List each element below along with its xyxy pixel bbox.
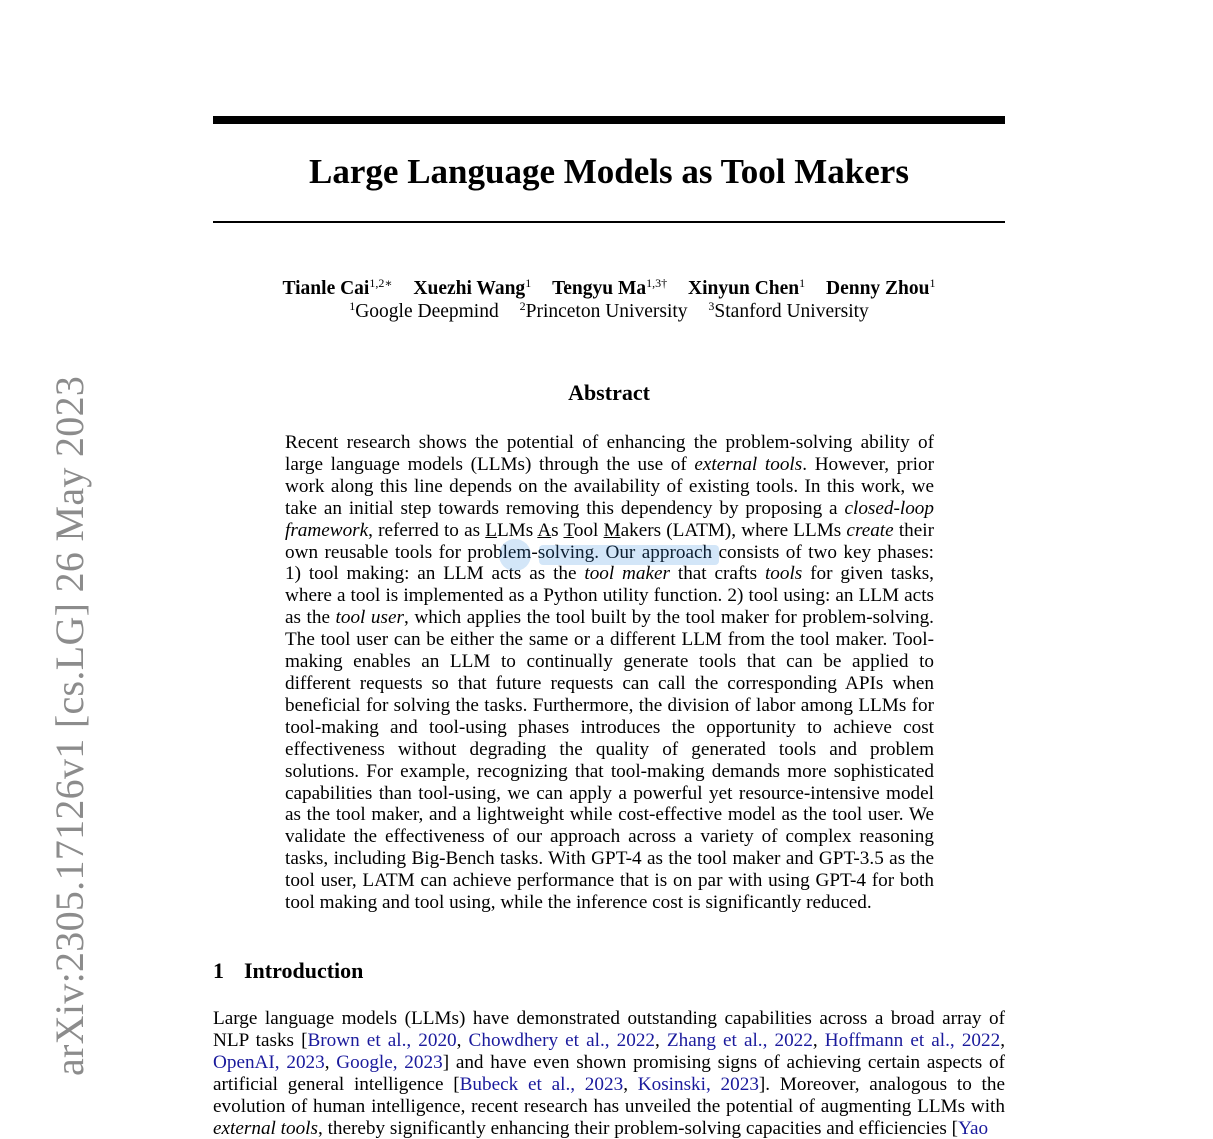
author-list (213, 277, 1005, 301)
arxiv-identifier-stamp: arXiv:2305.17126v1 [cs.LG] 26 May 2023 (47, 375, 92, 1076)
author: Tengyu $Ma^{1,3\dagger}$ (552, 276, 668, 299)
abstract-body: Recent research shows the potential of enhancing the problem-solving ability of large language models (LLMs) through the use of external tools. However, prior work along this line depends on the availability of existing tools. In this work, we take an initial step towards removing this dependency by proposing a closed-loop framework, referred to as LLMs As Tool Makers (LATM), where LLMs create their own reusable tools for problem-solving. Our approach consists of two key phases: 1) tool making: an LLM acts as the tool maker that crafts tools for given tasks, where a tool is implemented as a Python utility function. 2) tool using: an LLM acts as the tool user, which applies the tool built by the tool maker for problem-solving. The tool user can be either the same or a different LLM from the tool maker. Tool-making enables an LLM to continually generate tools that can be applied to different requests so that future requests can call the corresponding APIs when beneficial for solving the tasks. Furthermore, the division of labor among LLMs for tool-making and tool-using phases introduces the opportunity to achieve cost effectiveness without degrading the quality of generated tools and problem solutions. For example, recognizing that tool-making demands more sophisticated capabilities than tool-using, we can apply a powerful yet resource-intensive model as the tool maker, and a lightweight while cost-effective model as the tool user. We validate the effectiveness of our approach across a variety of complex reasoning tasks, including Big-Bench tasks. With GPT-4 as the tool maker and GPT-3.5 as the tool user, LATM can achieve performance that is on par with using GPT-4 for both tool making and tool using, while the inference cost is significantly reduced. (285, 432, 934, 914)
citation-link[interactable]: Hoffmann et al., 2022 (824, 1029, 1001, 1051)
citation-link[interactable]: Google, 2023 (336, 1051, 443, 1073)
affiliation-list (213, 300, 1005, 324)
section-heading-introduction: 1 Introduction (213, 958, 364, 983)
citation-link[interactable]: OpenAI, 2023 (213, 1051, 325, 1073)
affiliation: $^1$Google Deepmind (349, 299, 499, 322)
author: Tianle Cai$^{1,2∗}$ (282, 276, 393, 299)
abstract-heading: Abstract (568, 380, 650, 405)
author: Denny Zhou$^1$ (826, 276, 936, 299)
citation-link[interactable]: Brown et al., 2020 (307, 1029, 457, 1051)
citation-link[interactable]: Chowdhery et al., 2022 (468, 1029, 656, 1051)
citation-link[interactable]: Bubeck et al., 2023 (459, 1073, 624, 1095)
affiliation: $^2$Princeton University (519, 299, 688, 322)
citation-link[interactable]: Yao (958, 1117, 989, 1139)
citation-link[interactable]: Kosinski, 2023 (637, 1073, 759, 1095)
introduction-body: Large language models (LLMs) have demonstrated outstanding capabilities across a broad array of NLP tasks [Brown et al., 2020, Chowdhery et al., 2022, Zhang et al., 2022, Hoffmann et al., 2022, OpenAI, 2023, Google, 2023] and have even shown promising signs of achieving certain aspects of artificial general intelligence [Bubeck et al., 2023, Kosinski, 2023]. Moreover, analogous to the evolution of human intelligence, recent research has unveiled the potential of augmenting LLMs with external tools, thereby significantly enhancing their problem-solving capacities and efficiencies [Yao (213, 1008, 1005, 1139)
citation-link[interactable]: Zhang et al., 2022 (666, 1029, 813, 1051)
title-rule-bottom (213, 221, 1005, 223)
author: Xinyun Chen$^1$ (688, 276, 806, 299)
paper-title: Large Language Models as Tool Makers (309, 152, 909, 191)
title-rule-top (213, 116, 1005, 124)
author: Xuezhi Wang$^1$ (413, 276, 532, 299)
affiliation: $^3$Stanford University (708, 299, 869, 322)
